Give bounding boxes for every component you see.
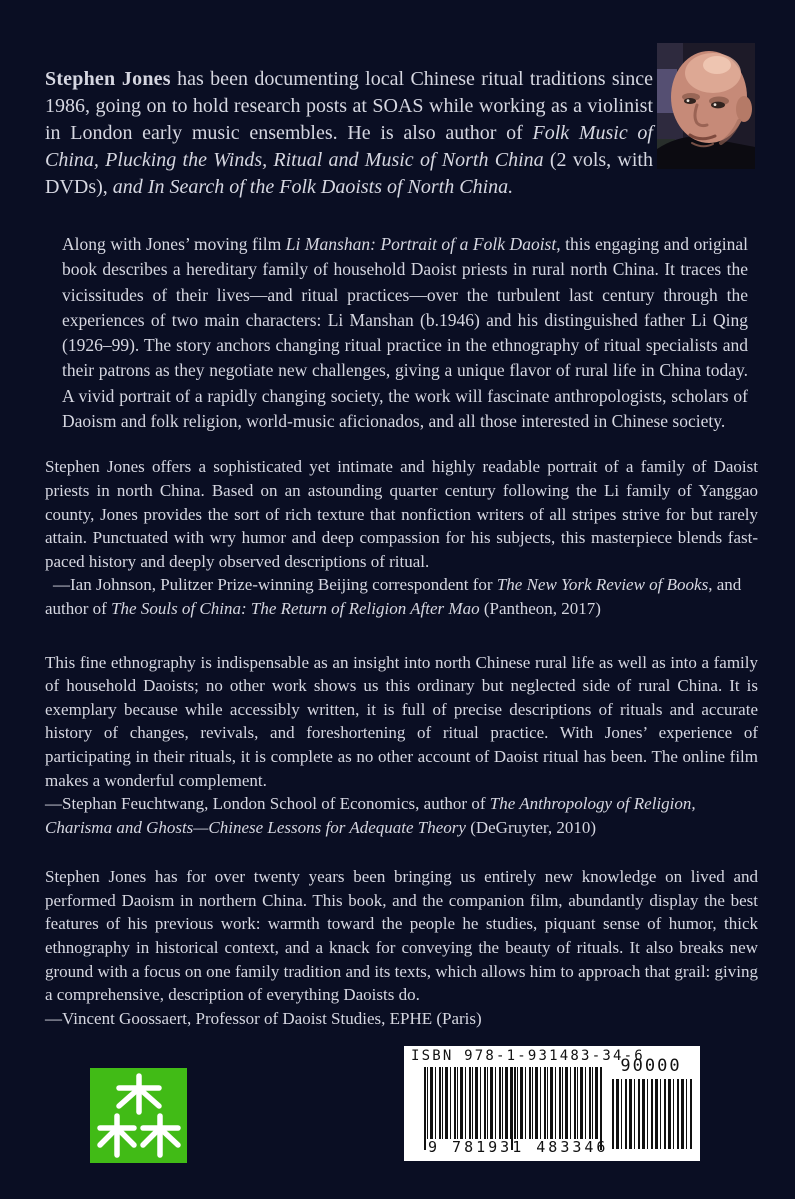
isbn-label: ISBN 978-1-931483-34-6 [411,1048,645,1064]
barcode-bars-main [424,1067,602,1139]
endorsement-body: Stephen Jones has for over twenty years been bringing us entirely new knowledge on lived and performed Daoism in northern China. This book, and the companion film, abundantly display the best features of his previous work: warmth toward the people he studies, piquant sense of humor, thick ethnography in historical context, and a knack for conveying the beauty of rituals. It also breaks new ground with a focus on one family tradition and its texts, which allows him to approach that grail: giving a comprehensive, description of everything Daoists do. [45,867,758,1005]
isbn-barcode [404,1046,700,1161]
book-description [62,232,748,434]
book-description-text: Along with Jones’ moving film Li Manshan: Portrait of a Folk Daoist, this engaging and original book describes a hereditary family of household Daoist priests in rural north China. It traces the vicissitudes of their lives—and ritual practices—over the turbulent last century through the experiences of two main characters: Li Manshan (b.1946) and his distinguished father Li Qing (1926–99). The story anchors changing ritual practice in the ethnography of ritual specialists and their patrons as they negotiate new challenges, giving a unique flavor of rural life in China today. A vivid portrait of a rapidly changing society, the work will fascinate anthropologists, scholars of Daoism and folk religion, world-music aficionados, and all those interested in Chinese society. [62,234,749,432]
endorsement-stephan-feuchtwang [45,651,758,840]
barcode-guard-bar [424,1067,426,1150]
endorsement-body: This fine ethnography is indispensable as an insight into north Chinese rural life as well as into a family of household Daoists; no other work shows us this ordinary but neglected side of rural China. It is exemplary because while accessibly written, it is full of precise descriptions of rituals and accurate history of changes, revivals, and foreshortening of ritual practice. With Jones’ experience of participating in their rituals, it is complete as no other account of Daoist ritual has been. The online film makes a wonderful complement. [45,652,758,790]
endorsement-ian-johnson [45,455,758,620]
barcode-bars-supplement [612,1079,692,1149]
endorsement-attribution: —Stephan Feuchtwang, London School of Economics, author of The Anthropology of Religion, Charisma and Ghosts—Chinese Lessons for Adequate Theory (DeGruyter, 2010) [45,794,696,837]
forest-character-icon [90,1068,187,1163]
barcode-digits: 9 781931 483346 [428,1138,609,1156]
endorsement-body: Stephen Jones offers a sophisticated yet intimate and highly readable portrait of a family of Daoist priests in north China. Based on an astounding quarter century following the Li family of Yanggao county, Jones provides the sort of rich texture that nonfiction writers of all stripes strive for but rarely attain. Punctuated with wry humor and deep compassion for his subjects, this masterpiece blends fast-paced history and deeply observed descriptions of ritual. [45,457,758,571]
author-bio: Stephen Jones has been documenting local Chinese ritual traditions since 1986, going on to hold research posts at SOAS while working as a violinist in London early music ensembles. He is also author of Folk Music of China, Plucking the Winds, Ritual and Music of North China (2 vols, with DVDs), and In Search of the Folk Daoists of North China. [45,68,653,198]
endorsement-attribution: —Vincent Goossaert, Professor of Daoist Studies, EPHE (Paris) [45,1008,482,1028]
endorsement-vincent-goossaert [45,865,758,1030]
endorsement-attribution: —Ian Johnson, Pulitzer Prize-winning Beijing correspondent for The New York Review of Books, and author of The Souls of China: The Return of Religion After Mao (Pantheon, 2017) [45,575,742,618]
author-photo [657,43,755,169]
publisher-logo [90,1068,187,1163]
barcode-price-code: 90000 [620,1056,682,1076]
